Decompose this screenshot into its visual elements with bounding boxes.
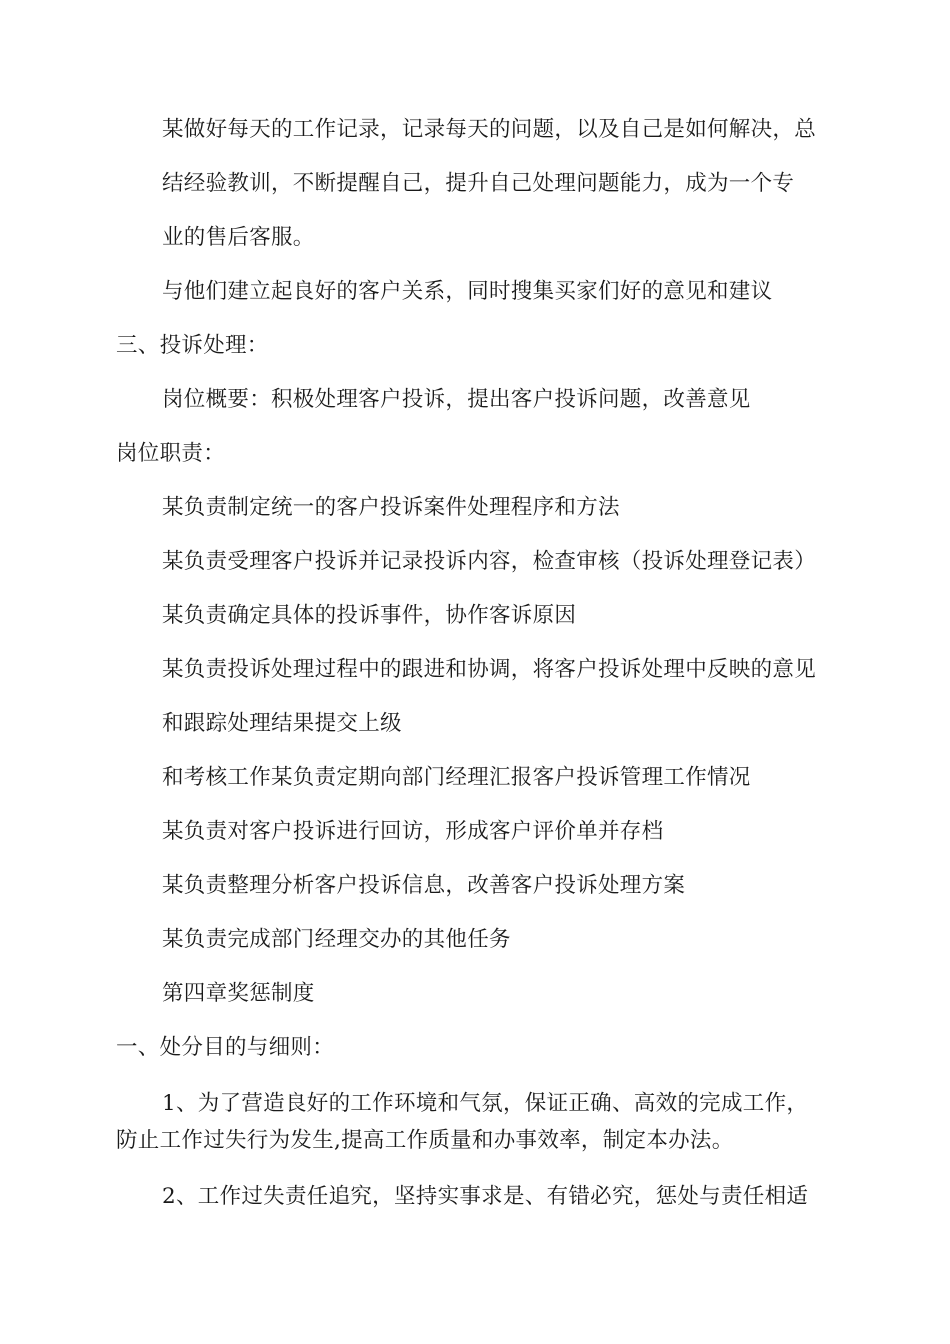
list-item: 某负责受理客户投诉并记录投诉内容，检查审核（投诉处理登记表） [162,549,817,574]
body-text-line: 1、为了营造良好的工作环境和气氛，保证正确、高效的完成工作， [162,1091,809,1116]
list-item: 某负责投诉处理过程中的跟进和协调，将客户投诉处理中反映的意见 [162,657,817,682]
list-item: 和考核工作某负责定期向部门经理汇报客户投诉管理工作情况 [162,765,751,790]
subsection-heading: 岗位职责： [116,441,226,466]
body-text-line: 岗位概要：积极处理客户投诉，提出客户投诉问题，改善意见 [162,387,751,412]
list-item: 某负责完成部门经理交办的其他任务 [162,927,511,952]
chapter-heading: 第四章奖惩制度 [162,981,315,1006]
section-heading: 三、投诉处理： [116,333,269,358]
section-heading: 一、处分目的与细则： [116,1035,335,1060]
list-item: 某负责确定具体的投诉事件，协作客诉原因 [162,603,577,628]
body-text-line: 业的售后客服。 [162,225,315,250]
body-text-line: 与他们建立起良好的客户关系，同时搜集买家们好的意见和建议 [162,279,773,304]
body-text-line: 某做好每天的工作记录，记录每天的问题，以及自己是如何解决，总 [162,117,817,142]
list-item: 某负责整理分析客户投诉信息，改善客户投诉处理方案 [162,873,686,898]
list-item: 和跟踪处理结果提交上级 [162,711,402,736]
body-text-line: 防止工作过失行为发生,提高工作质量和办事效率，制定本办法。 [116,1128,734,1153]
body-text-line: 结经验教训，不断提醒自己，提升自己处理问题能力，成为一个专 [162,171,795,196]
body-text-line: 2、工作过失责任追究，坚持实事求是、有错必究，惩处与责任相适 [162,1184,809,1209]
list-item: 某负责制定统一的客户投诉案件处理程序和方法 [162,495,620,520]
list-item: 某负责对客户投诉进行回访，形成客户评价单并存档 [162,819,664,844]
